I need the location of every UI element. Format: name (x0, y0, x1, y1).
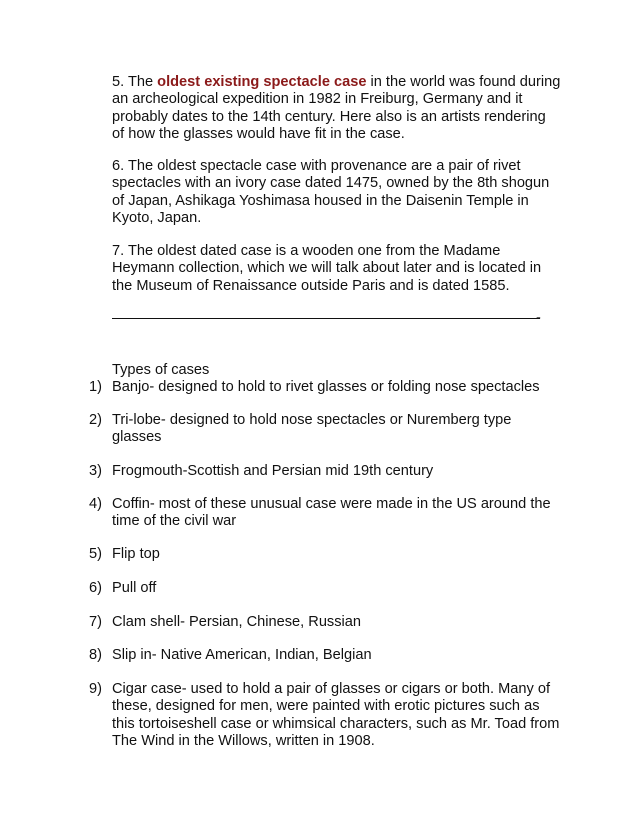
paragraph-7: 7. The oldest dated case is a wooden one from the Madame Heymann collection, which we will talk about later and is located in the Museum of Renaissance outside Paris and is dated 1585. (112, 243, 542, 294)
list-item-number: 9) (89, 681, 102, 697)
list-item-text: Cigar case- used to hold a pair of glasses or cigars or both. Many of these, designed for men, were painted with erotic pictures such as this tortoiseshell case or whimsical characters, such as Mr. Toad from The Wind in the Willows, written in 1908. (112, 681, 560, 750)
oldest-existing-case-highlight: oldest existing spectacle case (157, 74, 367, 90)
list-item-number: 4) (89, 496, 102, 512)
horizontal-rule-tail: - (536, 310, 541, 326)
paragraph-5-intro: 5. The (112, 74, 158, 90)
list-item-text: Coffin- most of these unusual case were made in the US around the time of the civil war (112, 496, 551, 530)
list-item-text: Flip top (112, 546, 160, 562)
list-item-number: 6) (89, 580, 102, 596)
horizontal-rule (112, 318, 540, 319)
list-item-text: Tri-lobe- designed to hold nose spectacles or Nuremberg type glasses (112, 412, 512, 446)
paragraph-6: 6. The oldest spectacle case with provenance are a pair of rivet spectacles with an ivory case dated 1475, owned by the 8th shogun of Japan, Ashikaga Yoshimasa housed in the Daisenin Temple in Kyoto, Japan. (112, 158, 550, 227)
list-item-number: 7) (89, 614, 102, 630)
list-item-number: 2) (89, 412, 102, 428)
list-item-text: Clam shell- Persian, Chinese, Russian (112, 614, 362, 630)
types-heading: Types of cases (112, 362, 210, 378)
list-item-text: Banjo- designed to hold to rivet glasses or folding nose spectacles (112, 379, 540, 395)
paragraph-5 (112, 74, 572, 144)
list-item-text: Pull off (112, 580, 157, 596)
list-item-number: 1) (89, 379, 102, 395)
list-item-text: Frogmouth-Scottish and Persian mid 19th century (112, 463, 434, 479)
paragraph-5-body: in the world was found during an archeological expedition in 1982 in Freiburg, Germany and it probably dates to the 14th century. Here also is an artists rendering of how the glasses would have fit in the case. (112, 74, 561, 143)
list-item-text: Slip in- Native American, Indian, Belgian (112, 647, 372, 663)
list-item-number: 8) (89, 647, 102, 663)
list-item-number: 5) (89, 546, 102, 562)
list-item-number: 3) (89, 463, 102, 479)
